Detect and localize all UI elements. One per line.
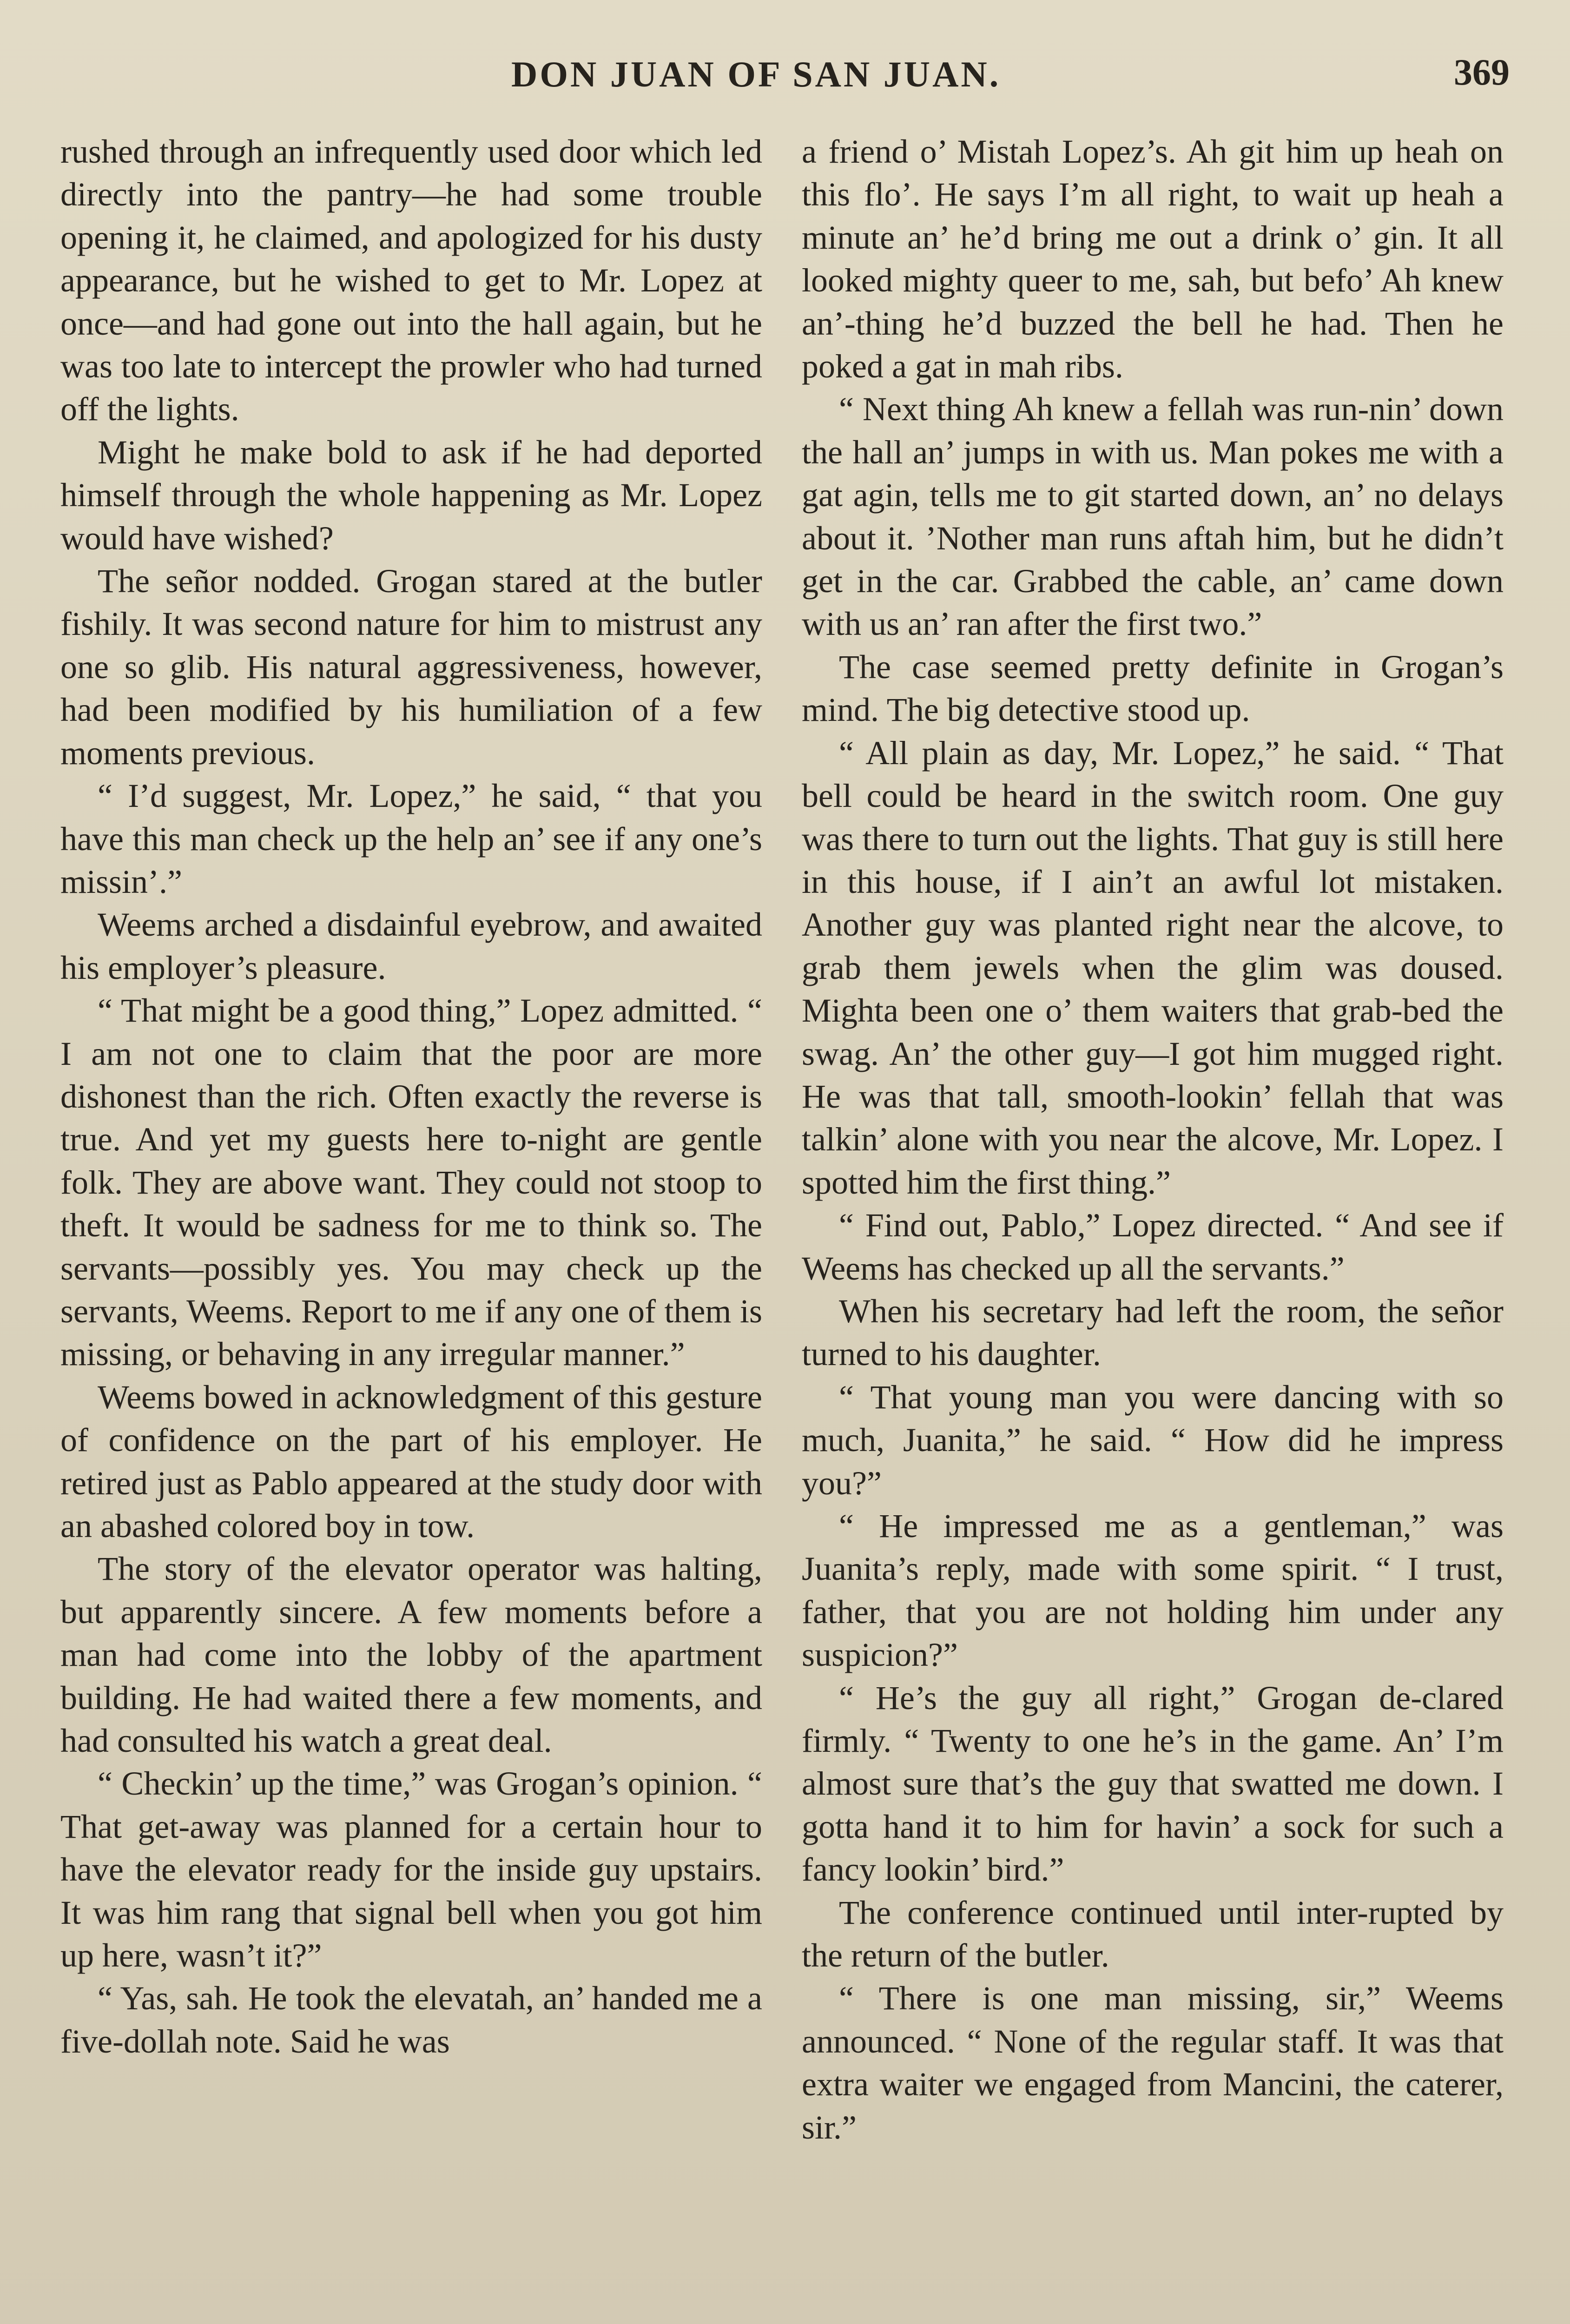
paragraph: The conference continued until inter-rupted by the return of the butler. [802, 1894, 1504, 1974]
paragraph: “ I’d suggest, Mr. Lopez,” he said, “ that you have this man check up the help an’ see if any one’s missin’.” [60, 777, 762, 900]
paragraph: “ He’s the guy all right,” Grogan de-clared firmly. “ Twenty to one he’s in the game. An’ I’m almost sure that’s the guy that swatted me down. I gotta hand it to him for havin’ a sock for such a fancy lookin’ bird.” [802, 1679, 1504, 1888]
paragraph: The case seemed pretty definite in Grogan’s mind. The big detective stood up. [802, 648, 1504, 729]
right-column [802, 130, 1504, 2149]
paragraph: “ There is one man missing, sir,” Weems announced. “ None of the regular staff. It was that extra waiter we engaged from Mancini, the caterer, sir.” [802, 1980, 1504, 2146]
paragraph: “ Yas, sah. He took the elevatah, an’ handed me a five-dollah note. Said he was [60, 1980, 762, 2060]
running-header [0, 44, 1570, 95]
paragraph: Might he make bold to ask if he had deported himself through the whole happening as Mr. Lopez would have wished? [60, 433, 762, 557]
paragraph: “ Checkin’ up the time,” was Grogan’s opinion. “ That get-away was planned for a certain hour to have the elevator ready for the inside guy upstairs. It was him rang that signal bell when you got him up here, wasn’t it?” [60, 1765, 762, 1974]
paragraph: rushed through an infrequently used door which led directly into the pantry—he had some trouble opening it, he claimed, and apologized for his dusty appearance, but he wished to get to Mr. Lopez at once—and had gone out into the hall again, but he was too late to intercept the prowler who had turned off the lights. [60, 133, 762, 428]
paragraph: Weems arched a disdainful eyebrow, and awaited his employer’s pleasure. [60, 906, 762, 986]
paragraph: “ All plain as day, Mr. Lopez,” he said. “ That bell could be heard in the switch room. One guy was there to turn out the lights. That guy is still here in this house, if I ain’t an awful lot mistaken. Another guy was planted right near the alcove, to grab them jewels when the glim was doused. Mighta been one o’ them waiters that grab-bed the swag. An’ the other guy—I got him mugged right. He was that tall, smooth-lookin’ fellah that was talkin’ alone with you near the alcove, Mr. Lopez. I spotted him the first thing.” [802, 734, 1504, 1201]
paragraph: The señor nodded. Grogan stared at the butler fishily. It was second nature for him to mistrust any one so glib. His natural aggressiveness, however, had been modified by his humiliation of a few moments previous. [60, 562, 762, 772]
paragraph: “ He impressed me as a gentleman,” was Juanita’s reply, made with some spirit. “ I trust, father, that you are not holding him under any suspicion?” [802, 1507, 1504, 1674]
paragraph: “ That might be a good thing,” Lopez admitted. “ I am not one to claim that the poor are more dishonest than the rich. Often exactly the reverse is true. And yet my guests here to-night are gentle folk. They are above want. They could not stoop to theft. It would be sadness for me to think so. The servants—possibly yes. You may check up the servants, Weems. Report to me if any one of them is missing, or behaving in any irregular manner.” [60, 992, 762, 1373]
paragraph: a friend o’ Mistah Lopez’s. Ah git him up heah on this flo’. He says I’m all right, to wait up heah a minute an’ he’d bring me out a drink o’ gin. It all looked mighty queer to me, sah, but befo’ Ah knew an’-thing he’d buzzed the bell he had. Then he poked a gat in mah ribs. [802, 133, 1504, 385]
running-title: DON JUAN OF SAN JUAN. [511, 54, 1001, 94]
paragraph: “ Find out, Pablo,” Lopez directed. “ And see if Weems has checked up all the servants.” [802, 1207, 1504, 1287]
left-column [60, 130, 762, 2063]
paragraph: When his secretary had left the room, the señor turned to his daughter. [802, 1292, 1504, 1373]
paragraph: The story of the elevator operator was halting, but apparently sincere. A few moments before a man had come into the lobby of the apartment building. He had waited there a few moments, and had consulted his watch a great deal. [60, 1550, 762, 1760]
paragraph: “ Next thing Ah knew a fellah was run-nin’ down the hall an’ jumps in with us. Man pokes me with a gat agin, tells me to git started down, an’ no delays about it. ’Nother man runs aftah him, but he didn’t get in the car. Grabbed the cable, an’ came down with us an’ ran after the first two.” [802, 390, 1504, 643]
page-number: 369 [1454, 52, 1510, 93]
paragraph: Weems bowed in acknowledgment of this gesture of confidence on the part of his employer. He retired just as Pablo appeared at the study door with an abashed colored boy in tow. [60, 1378, 762, 1545]
paragraph: “ That young man you were dancing with so much, Juanita,” he said. “ How did he impress you?” [802, 1378, 1504, 1502]
